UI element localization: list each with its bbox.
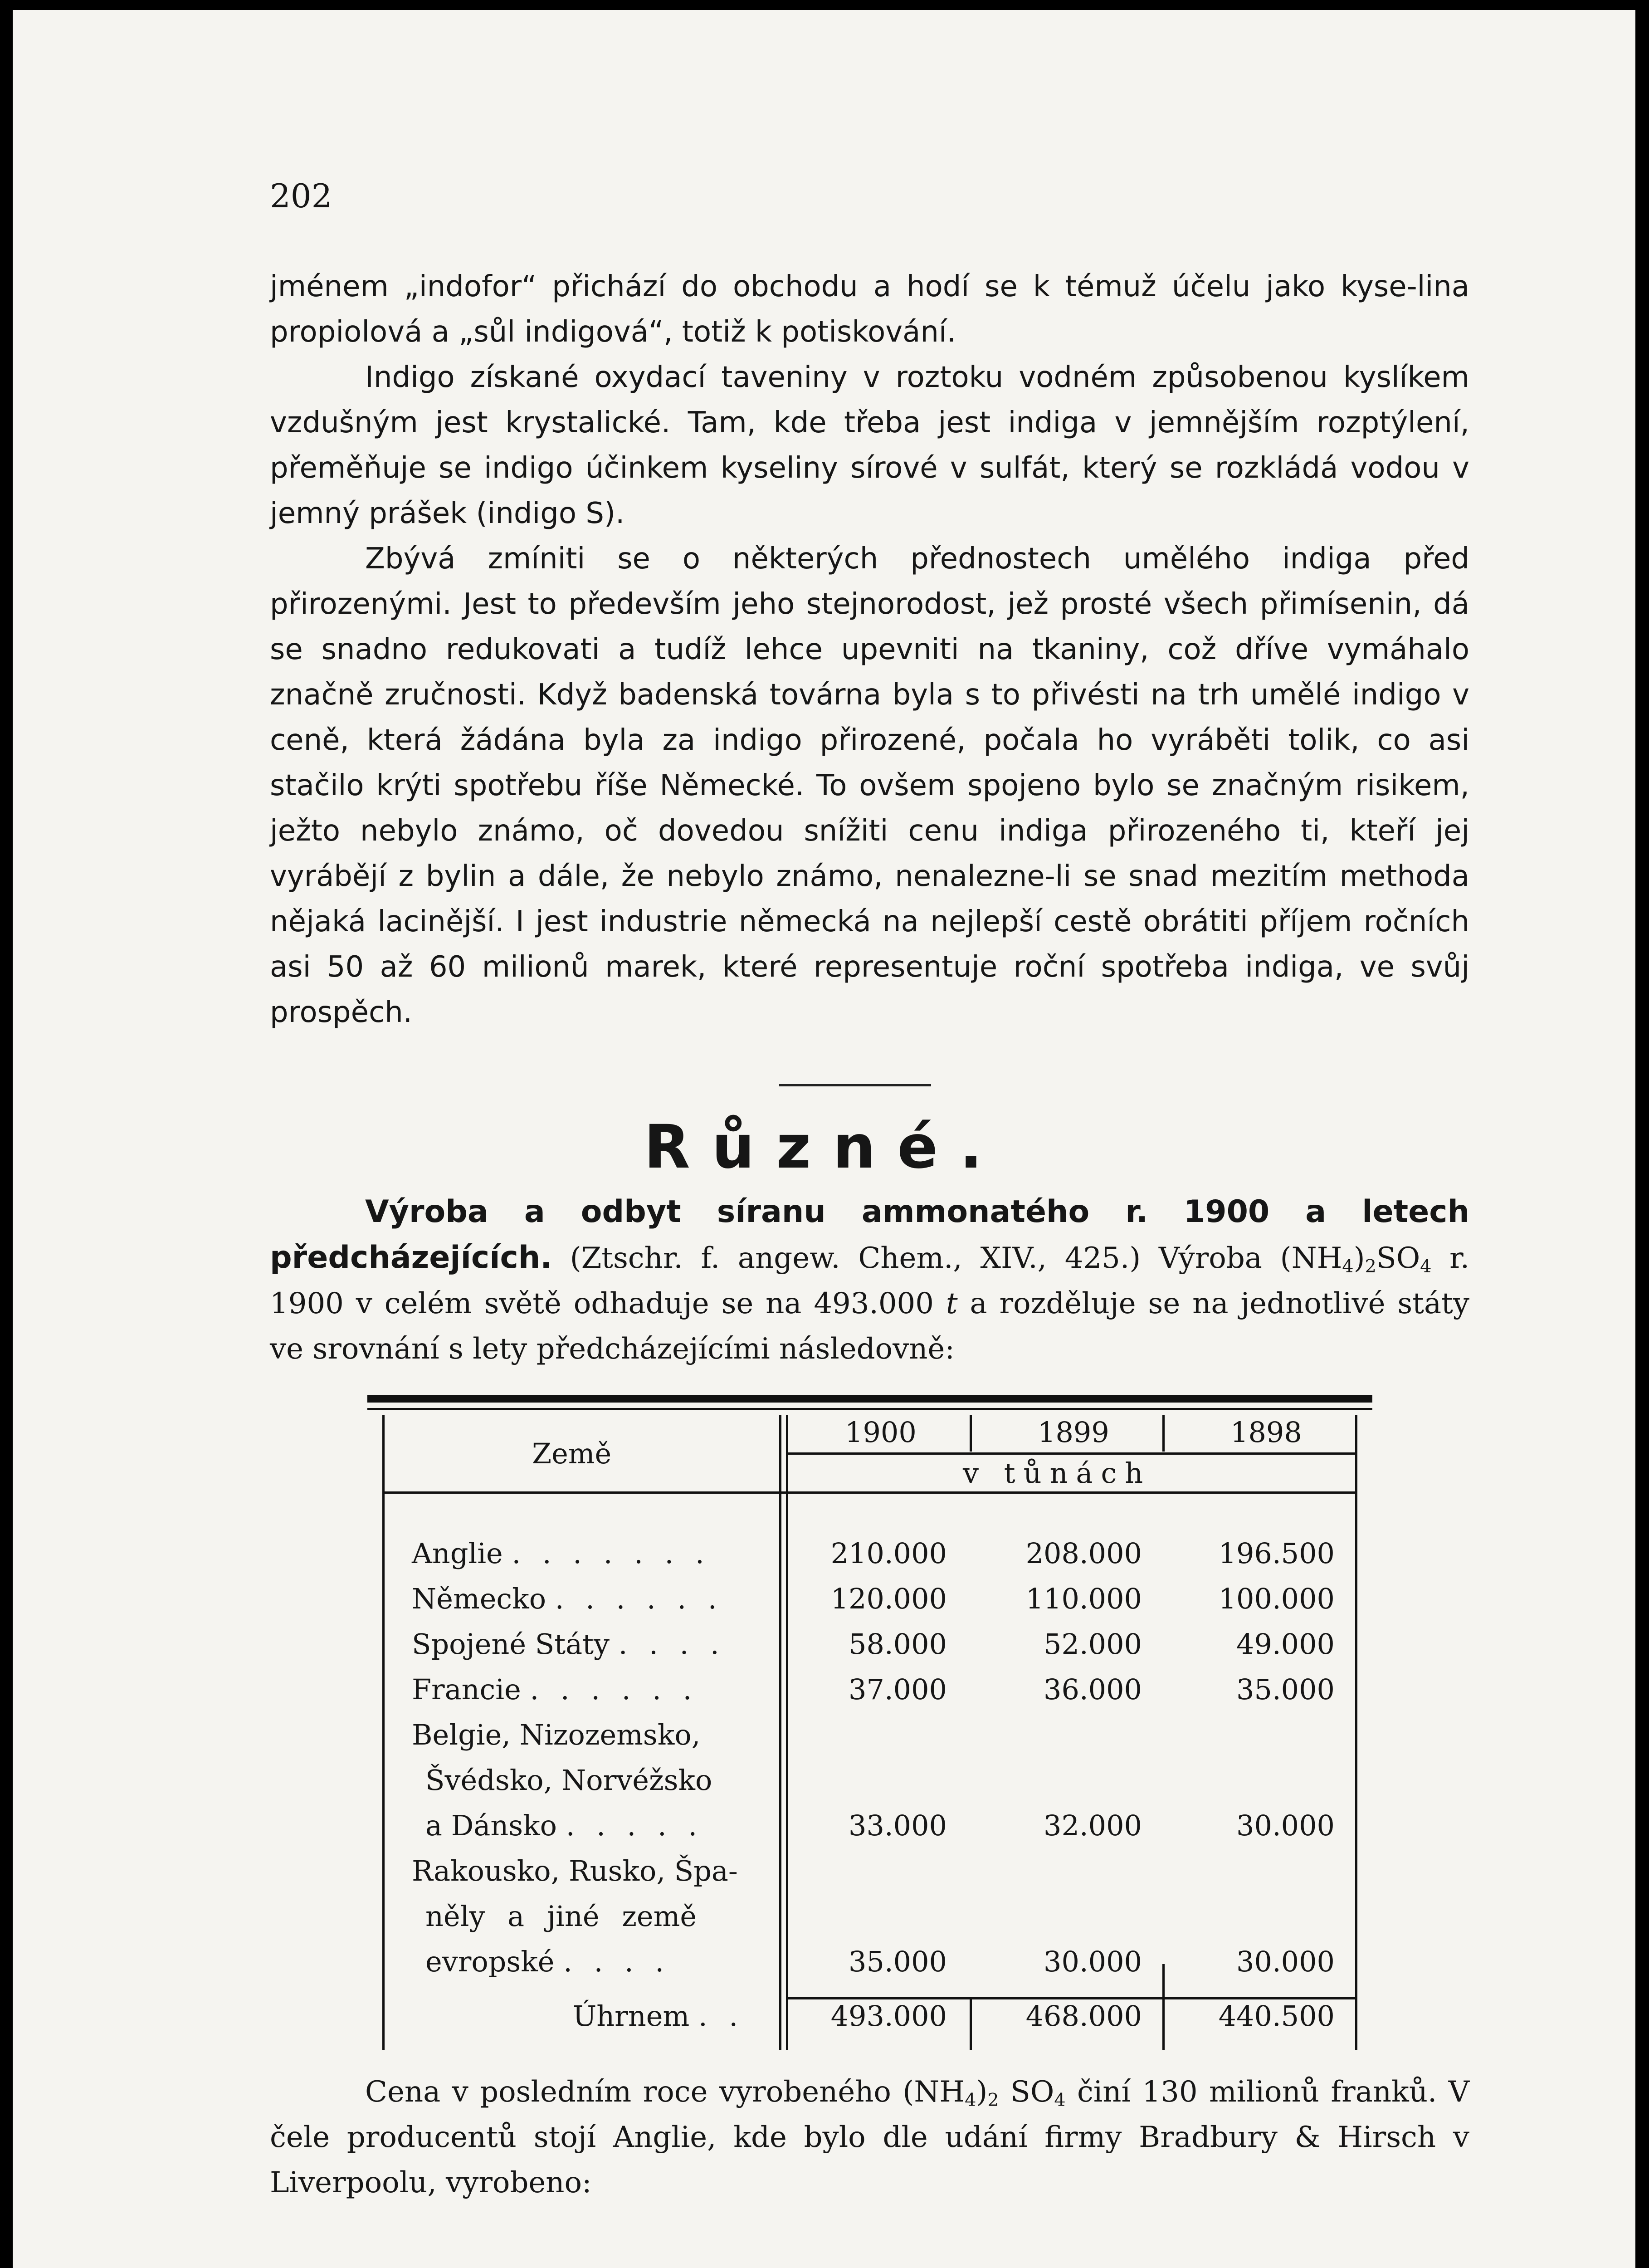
table-row-country bbox=[412, 1622, 726, 1667]
table-row-country bbox=[412, 1667, 698, 1712]
row-label: Belgie, Nizozemsko, bbox=[412, 1718, 701, 1751]
table-row-country bbox=[425, 1803, 703, 1848]
row-label: a Dánsko bbox=[425, 1809, 557, 1842]
row-label: Francie bbox=[412, 1673, 521, 1706]
closing-paragraph bbox=[270, 2069, 1469, 2205]
row-leader-dots: . . . . . . bbox=[555, 1582, 723, 1615]
row-leader-dots: . . . . . . . bbox=[512, 1537, 711, 1570]
table-total-1900: 493.000 bbox=[830, 1999, 947, 2033]
table-cell-1900: 58.000 bbox=[849, 1628, 947, 1661]
row-leader-dots: . . . . bbox=[563, 1945, 671, 1978]
row-label: Anglie bbox=[412, 1537, 503, 1570]
article-intro bbox=[270, 1189, 1469, 1372]
unit-tons: t bbox=[946, 1287, 958, 1320]
table-total-label bbox=[573, 1994, 744, 2039]
table-total-1899: 468.000 bbox=[1025, 1999, 1142, 2033]
table-cell-1898: 35.000 bbox=[1236, 1673, 1335, 1706]
table-row-country bbox=[412, 1576, 723, 1622]
table-cell-1900: 210.000 bbox=[830, 1537, 947, 1570]
paragraph-indigo-oxydace: Indigo získané oxydací taveniny v roztoku vodném způsobenou kyslíkem vzdušným jest krystalické. Tam, kde třeba jest indiga v jemnějším rozptýlení, přeměňuje se indigo účinkem kyseliny sírové v sulfát, který se rozkládá vodou v jemný prášek (indigo S). bbox=[270, 361, 1469, 530]
table-header-country: Země bbox=[532, 1437, 612, 1470]
row-label: něly a jiné země bbox=[425, 1900, 697, 1933]
article-intro-text-b: ) bbox=[1353, 1242, 1365, 1275]
table-cell-1898: 30.000 bbox=[1236, 1945, 1335, 1978]
table-cell-1899: 110.000 bbox=[1025, 1582, 1142, 1615]
row-label: Švédsko, Norvéžsko bbox=[425, 1764, 712, 1797]
article-citation: (Ztschr. f. angew. Chem., XIV., 425.) bbox=[570, 1242, 1141, 1275]
article-intro-text-c: SO bbox=[1376, 1242, 1420, 1275]
table-col-divider bbox=[970, 1998, 972, 2050]
row-label: Rakousko, Rusko, Špa- bbox=[412, 1854, 738, 1887]
table-col-divider bbox=[1162, 1415, 1165, 1452]
row-leader-dots: . . . . . bbox=[566, 1809, 704, 1842]
table-cell-1898: 100.000 bbox=[1218, 1582, 1335, 1615]
table-border-left bbox=[382, 1415, 385, 2050]
table-col-divider bbox=[970, 1415, 972, 1452]
table-col-divider bbox=[1162, 1964, 1165, 2050]
row-leader-dots: . . bbox=[698, 1999, 745, 2033]
table-cell-1898: 49.000 bbox=[1236, 1628, 1335, 1661]
closing-text-b: ) bbox=[976, 2075, 988, 2109]
page-number: 202 bbox=[270, 177, 332, 215]
table-cell-1899: 30.000 bbox=[1044, 1945, 1142, 1978]
table-row-country bbox=[412, 1531, 711, 1576]
row-label: evropské bbox=[425, 1945, 555, 1978]
article-intro-text-e: a rozděluje se na jednotlivé státy ve srovnání s lety předcházejícími následovně: bbox=[270, 1287, 1470, 1366]
paragraph-indofor: jménem „indofor“ přichází do obchodu a hodí se k témuž účelu jako kyse-lina propiolová a „sůl indigová“, totiž k potiskování. bbox=[270, 270, 1469, 349]
document-page bbox=[13, 10, 1635, 2268]
row-leader-dots: . . . . bbox=[618, 1628, 726, 1661]
table-cell-1899: 32.000 bbox=[1044, 1809, 1142, 1842]
article-title: Výroba a odbyt síranu ammonatého r. 1900 a letech předcházejících. bbox=[270, 1194, 1469, 1276]
table-cell-1898: 196.500 bbox=[1218, 1537, 1335, 1570]
section-heading: Různé. bbox=[644, 1112, 1005, 1182]
closing-text-c: SO bbox=[999, 2075, 1054, 2109]
table-header-bottom-rule bbox=[382, 1491, 1357, 1494]
table-top-rule bbox=[367, 1395, 1372, 1403]
total-label: Úhrnem bbox=[573, 1999, 690, 2033]
table-header-year-1900: 1900 bbox=[845, 1416, 917, 1449]
table-cell-1900: 37.000 bbox=[849, 1673, 947, 1706]
subscript: 4 bbox=[1054, 2089, 1066, 2111]
closing-text-a: Cena v posledním roce vyrobeného (NH bbox=[365, 2075, 965, 2109]
subscript: 2 bbox=[987, 2089, 999, 2111]
closing-text-d: činí 130 milionů franků. V čele producentů stojí Anglie, kde bylo dle udání firmy Bradbury & Hirsch v Liverpoolu, vyrobeno: bbox=[270, 2075, 1470, 2200]
row-label: Německo bbox=[412, 1582, 546, 1615]
table-cell-1899: 52.000 bbox=[1044, 1628, 1142, 1661]
table-border-right bbox=[1355, 1415, 1357, 2050]
article-intro-text-a: Výroba (NH bbox=[1158, 1242, 1342, 1275]
production-table bbox=[382, 1415, 1357, 2053]
table-total-1898: 440.500 bbox=[1218, 1999, 1335, 2033]
table-row-country bbox=[425, 1939, 670, 1984]
table-header-year-1898: 1898 bbox=[1230, 1416, 1302, 1449]
table-cell-1899: 208.000 bbox=[1025, 1537, 1142, 1570]
row-label: Spojené Státy bbox=[412, 1628, 610, 1661]
subscript: 2 bbox=[1365, 1256, 1376, 1277]
subscript: 4 bbox=[1342, 1256, 1354, 1277]
table-col-divider bbox=[786, 1415, 788, 2050]
table-cell-1900: 120.000 bbox=[830, 1582, 947, 1615]
table-header-year-1899: 1899 bbox=[1038, 1416, 1109, 1449]
table-cell-1900: 33.000 bbox=[849, 1809, 947, 1842]
table-cell-1898: 30.000 bbox=[1236, 1809, 1335, 1842]
article-intro-text-d: r. 1900 v celém světě odhaduje se na 493.000 bbox=[270, 1242, 1470, 1320]
table-header-unit: v tůnách bbox=[963, 1457, 1151, 1490]
subscript: 4 bbox=[1420, 1256, 1432, 1277]
row-leader-dots: . . . . . . bbox=[530, 1673, 698, 1706]
paragraph-prednosti-indiga: Zbývá zmíniti se o některých přednostech umělého indiga před přirozenými. Jest to především jeho stejnorodost, jež prosté všech přimísenin, dá se snadno redukovati a tudíž lehce upevniti na tkaniny, což dříve vymáhalo značně zručnosti. Když badenská továrna byla s to přivésti na trh umělé indigo v ceně, která žádána byla za indigo přirozené, počala ho vyráběti tolik, co asi stačilo krýti spotřebu říše Německé. To ovšem spojeno bylo se značným risikem, ježto nebylo známo, oč dovedou snížiti cenu indiga přirozeného ti, kteří jej vyrábějí z bylin a dále, že nebylo známo, nenalezne-li se snad mezitím methoda nějaká lacinější. I jest industrie německá na nejlepší cestě obrátiti příjem ročních asi 50 až 60 milionů marek, které representuje roční spotřeba indiga, ve svůj prospěch. bbox=[270, 542, 1469, 1029]
subscript: 4 bbox=[965, 2089, 976, 2111]
table-cell-1900: 35.000 bbox=[849, 1945, 947, 1978]
table-cell-1899: 36.000 bbox=[1044, 1673, 1142, 1706]
table-col-divider bbox=[779, 1415, 781, 2050]
section-divider bbox=[779, 1084, 931, 1086]
